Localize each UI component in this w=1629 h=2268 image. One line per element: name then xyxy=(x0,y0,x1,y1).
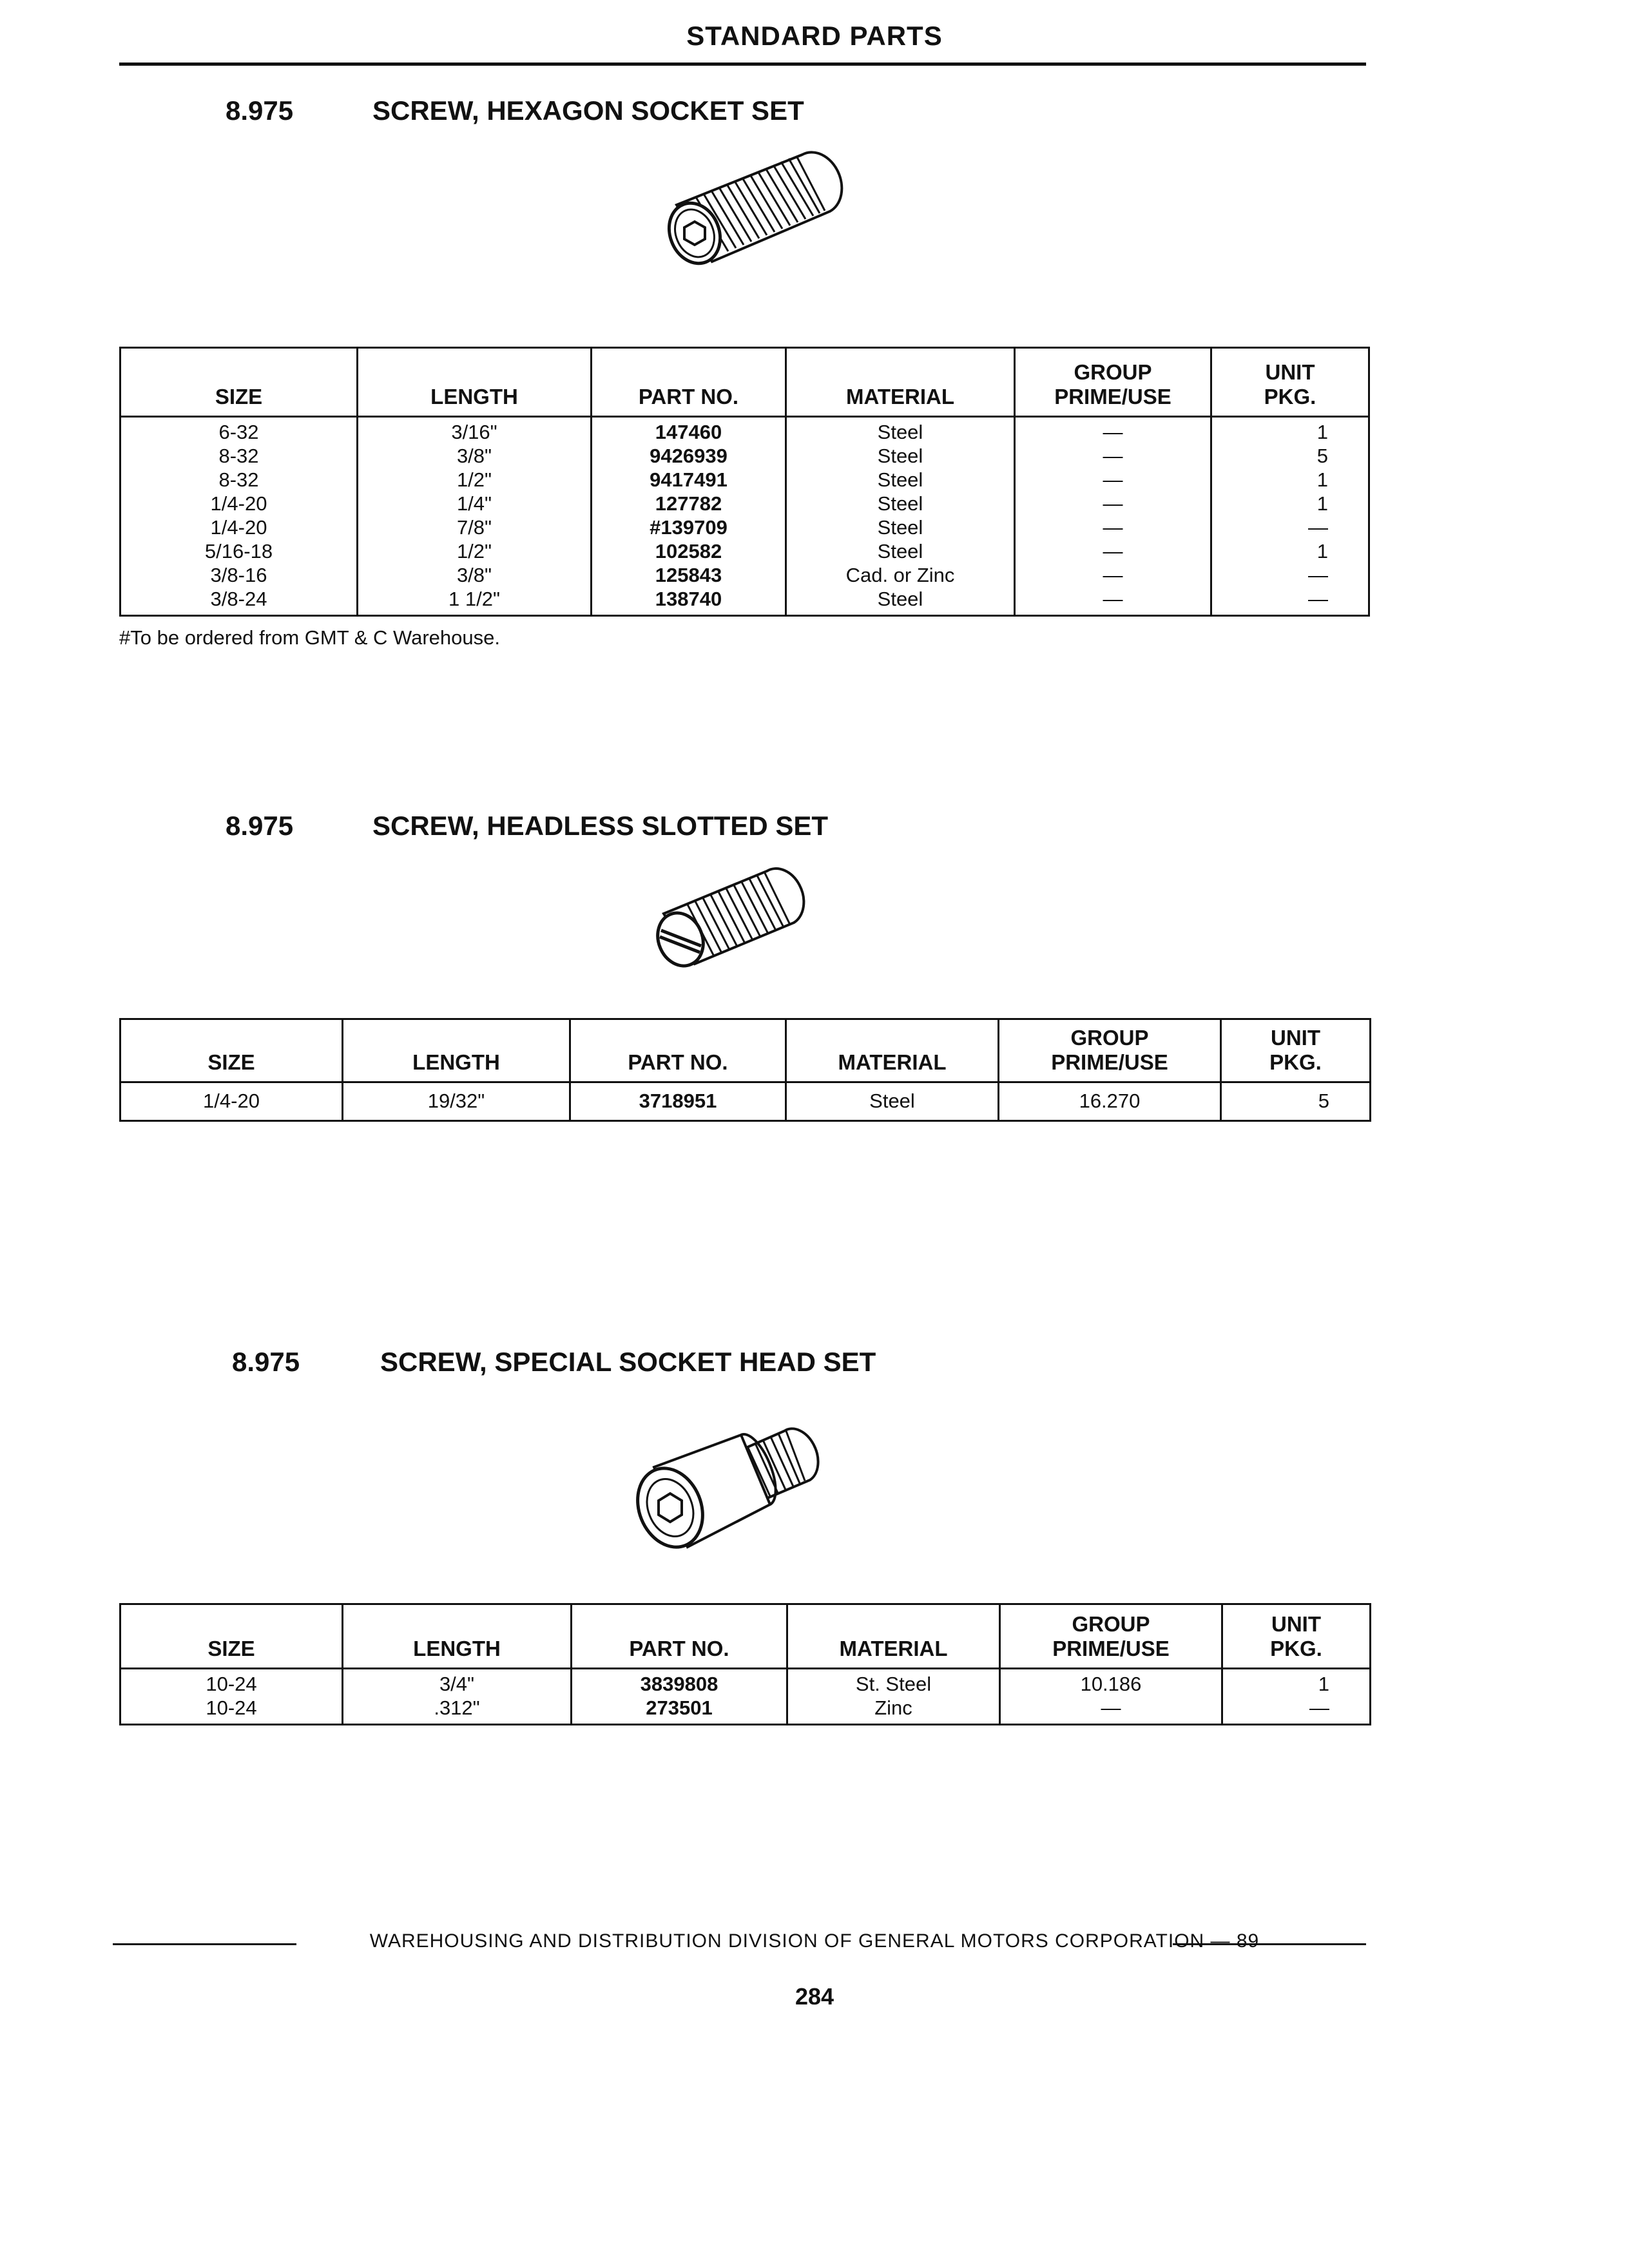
group-cell: — xyxy=(1015,417,1211,445)
size-cell: 8-32 xyxy=(218,468,259,491)
size-cell: 3/8-16 xyxy=(210,564,267,586)
table-row xyxy=(120,1082,1371,1121)
socket-head-set-screw-icon xyxy=(615,1408,828,1556)
section-3-title: SCREW, SPECIAL SOCKET HEAD SET xyxy=(380,1347,876,1377)
material-cell: Steel xyxy=(786,539,1015,563)
part-no-header: PART NO. xyxy=(572,1604,787,1669)
group-cell: 10.186 xyxy=(1000,1669,1222,1696)
part-no-cell: 3839808 xyxy=(572,1669,787,1696)
group-header: GROUP PRIME/USE xyxy=(999,1019,1221,1082)
table-row xyxy=(120,417,1369,445)
group-cell: — xyxy=(1015,444,1211,468)
material-cell: Steel xyxy=(786,492,1015,515)
unit-pkg-cell: 1 xyxy=(1222,1669,1371,1696)
part-no-cell: 3718951 xyxy=(570,1082,786,1121)
slotted-set-screw-icon xyxy=(644,863,805,973)
group-cell: — xyxy=(1015,563,1211,587)
unit-pkg-cell: — xyxy=(1222,1696,1371,1725)
material-cell: Steel xyxy=(786,444,1015,468)
length-cell: .312" xyxy=(343,1696,572,1725)
footnote: #To be ordered from GMT & C Warehouse. xyxy=(119,626,500,649)
unit-pkg-cell: 5 xyxy=(1221,1082,1371,1121)
size-cell: 1/4-20 xyxy=(203,1090,260,1112)
part-no-cell: 127782 xyxy=(592,492,786,515)
section-2-title: SCREW, HEADLESS SLOTTED SET xyxy=(372,811,829,841)
size-header: SIZE xyxy=(120,348,358,417)
section-1-title: SCREW, HEXAGON SOCKET SET xyxy=(372,95,804,126)
socket-head-set-table xyxy=(119,1603,1371,1725)
part-no-cell: 9426939 xyxy=(592,444,786,468)
footer-text: WAREHOUSING AND DISTRIBUTION DIVISION OF GENERAL MOTORS CORPORATION — 89 xyxy=(369,1930,1260,1952)
part-no-cell: 102582 xyxy=(592,539,786,563)
unit-pkg-cell: 1 xyxy=(1211,539,1369,563)
unit-pkg-cell: 1 xyxy=(1211,417,1369,445)
length-cell: 1/2" xyxy=(358,539,592,563)
material-cell: Steel xyxy=(786,468,1015,492)
length-cell: 7/8" xyxy=(358,515,592,539)
material-cell: St. Steel xyxy=(787,1669,1000,1696)
length-cell: 19/32" xyxy=(343,1082,570,1121)
size-cell: 8-32 xyxy=(218,445,259,467)
group-cell: — xyxy=(1015,587,1211,616)
material-cell: Steel xyxy=(786,1082,999,1121)
size-header: SIZE xyxy=(120,1019,343,1082)
length-header: LENGTH xyxy=(343,1019,570,1082)
length-cell: 1 1/2" xyxy=(358,587,592,616)
table-row xyxy=(120,563,1369,587)
group-cell: — xyxy=(1015,492,1211,515)
length-header: LENGTH xyxy=(358,348,592,417)
size-cell: 10-24 xyxy=(206,1673,257,1695)
material-header: MATERIAL xyxy=(787,1604,1000,1669)
length-cell: 3/8" xyxy=(358,563,592,587)
header-rule xyxy=(119,62,1366,66)
group-cell: 16.270 xyxy=(999,1082,1221,1121)
section-1-number: 8.975 xyxy=(226,95,294,126)
part-no-cell: 147460 xyxy=(592,417,786,445)
unit-pkg-header: UNIT PKG. xyxy=(1221,1019,1371,1082)
part-no-cell: #139709 xyxy=(592,515,786,539)
size-cell: 1/4-20 xyxy=(210,516,267,539)
size-cell: 1/4-20 xyxy=(210,492,267,515)
page-number: 284 xyxy=(795,1983,834,2010)
part-no-cell: 273501 xyxy=(572,1696,787,1725)
size-cell: 10-24 xyxy=(206,1696,257,1719)
length-cell: 1/4" xyxy=(358,492,592,515)
material-cell: Steel xyxy=(786,417,1015,445)
unit-pkg-cell: — xyxy=(1211,515,1369,539)
table-row xyxy=(120,1669,1371,1696)
unit-pkg-cell: — xyxy=(1211,563,1369,587)
part-no-header: PART NO. xyxy=(570,1019,786,1082)
group-cell: — xyxy=(1015,539,1211,563)
material-cell: Steel xyxy=(786,587,1015,616)
group-cell: — xyxy=(1015,468,1211,492)
length-header: LENGTH xyxy=(343,1604,572,1669)
group-cell: — xyxy=(1015,515,1211,539)
hex-socket-set-table xyxy=(119,347,1370,617)
unit-pkg-cell: 1 xyxy=(1211,468,1369,492)
material-cell: Steel xyxy=(786,515,1015,539)
slotted-set-table xyxy=(119,1018,1371,1122)
part-no-cell: 9417491 xyxy=(592,468,786,492)
group-header: GROUP PRIME/USE xyxy=(1015,348,1211,417)
hex-socket-set-screw-icon xyxy=(651,147,844,269)
table-row xyxy=(120,515,1369,539)
part-no-cell: 138740 xyxy=(592,587,786,616)
material-header: MATERIAL xyxy=(786,1019,999,1082)
length-cell: 3/4" xyxy=(343,1669,572,1696)
unit-pkg-cell: 5 xyxy=(1211,444,1369,468)
material-cell: Zinc xyxy=(787,1696,1000,1725)
part-no-header: PART NO. xyxy=(592,348,786,417)
group-cell: — xyxy=(1000,1696,1222,1725)
size-cell: 3/8-24 xyxy=(210,588,267,610)
table-row xyxy=(120,539,1369,563)
length-cell: 3/16" xyxy=(358,417,592,445)
section-2-number: 8.975 xyxy=(226,811,294,841)
length-cell: 1/2" xyxy=(358,468,592,492)
unit-pkg-cell: 1 xyxy=(1211,492,1369,515)
size-cell: 5/16-18 xyxy=(204,540,273,562)
table-row xyxy=(120,468,1369,492)
part-no-cell: 125843 xyxy=(592,563,786,587)
size-cell: 6-32 xyxy=(218,421,259,443)
material-header: MATERIAL xyxy=(786,348,1015,417)
page-title: STANDARD PARTS xyxy=(686,21,943,51)
unit-pkg-header: UNIT PKG. xyxy=(1211,348,1369,417)
size-header: SIZE xyxy=(120,1604,343,1669)
unit-pkg-cell: — xyxy=(1211,587,1369,616)
table-row xyxy=(120,492,1369,515)
table-row xyxy=(120,444,1369,468)
length-cell: 3/8" xyxy=(358,444,592,468)
material-cell: Cad. or Zinc xyxy=(786,563,1015,587)
unit-pkg-header: UNIT PKG. xyxy=(1222,1604,1371,1669)
section-3-number: 8.975 xyxy=(232,1347,300,1377)
group-header: GROUP PRIME/USE xyxy=(1000,1604,1222,1669)
table-row xyxy=(120,1696,1371,1725)
table-row xyxy=(120,587,1369,616)
